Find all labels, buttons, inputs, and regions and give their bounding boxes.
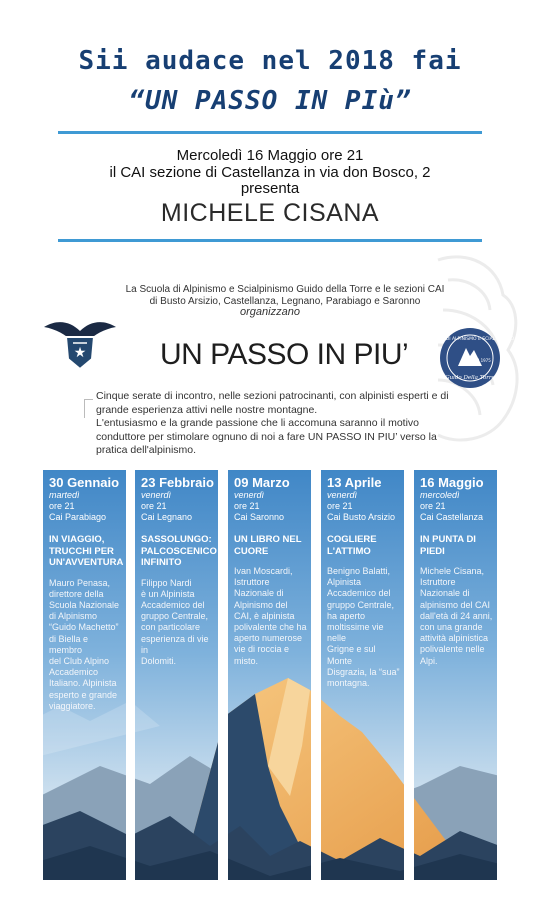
evening-title-line: IN PUNTA DI	[420, 534, 476, 545]
evening-time: ore 21	[234, 501, 260, 511]
bio-line: gruppo Centrale,	[141, 611, 209, 622]
evening-place: Cai Parabiago	[49, 512, 107, 522]
evening-bio	[141, 578, 215, 668]
evening-title-line: TRUCCHI PER	[49, 545, 114, 557]
bio-line: di Alpinismo	[49, 611, 98, 622]
evening-day: mercoledì	[420, 490, 460, 500]
svg-text:★: ★	[73, 345, 87, 361]
school-logo-name: Guido Della Torre	[445, 375, 495, 381]
evening-title	[420, 534, 494, 557]
headline-line-1: Sii audace nel 2018 fai	[78, 46, 462, 76]
bio-line: di Biella e membro	[49, 633, 89, 655]
bio-line: aperto numerose	[234, 633, 303, 644]
bio-line: polivalente che ha	[234, 622, 307, 633]
evening-title-line: PIEDI	[420, 545, 445, 557]
bio-line: Accademico	[49, 667, 99, 678]
evening-date: 13 Aprile	[327, 475, 382, 490]
bio-line: Alpi.	[420, 655, 438, 666]
bio-line: Nazionale di	[420, 588, 470, 599]
bio-line: misto.	[234, 655, 259, 666]
bio-line: Benigno Balatti,	[327, 566, 391, 576]
bottom-divider	[58, 239, 482, 242]
evening-bio	[234, 566, 308, 667]
event-location: il CAI sezione di Castellanza in via don Bosco, 2	[109, 164, 431, 181]
evening-title-line: UN'AVVENTURA	[49, 557, 124, 568]
evening-date: 09 Marzo	[234, 475, 290, 490]
evening-bio	[420, 566, 494, 667]
description-bracket	[84, 399, 93, 418]
description-line: grande esperienza attivi nelle nostre montagne.	[96, 403, 318, 416]
bio-line: Alpinista	[327, 577, 362, 588]
evening-time: ore 21	[141, 501, 167, 511]
evening-title-line: UN LIBRO NEL	[234, 534, 302, 545]
bio-line: Alpinismo del	[234, 599, 288, 610]
bio-line: Istruttore	[420, 577, 456, 588]
school-logo-text: SCUOLA DI ALPINISMO E SCIALPINISMO	[425, 337, 515, 342]
bio-line: alpinismo del CAI	[420, 599, 491, 610]
bio-line: CAI, è alpinista	[234, 610, 295, 621]
evening-title	[141, 534, 215, 569]
bio-line: Ivan Moscardi,	[234, 566, 293, 576]
evening-date: 23 Febbraio	[141, 475, 214, 490]
bio-line: Nazionale di	[234, 588, 284, 599]
school-logo-year: dal 1975	[473, 358, 491, 363]
evening-place: Cai Busto Arsizio	[327, 512, 396, 522]
evening-time: ore 21	[327, 501, 353, 511]
bio-line: del Club Alpino	[49, 655, 110, 666]
bio-line: vie di roccia e	[234, 644, 290, 655]
evening-card	[135, 470, 218, 880]
bio-line: esperienza di vie in	[141, 633, 209, 655]
headline-line-2: “UN PASSO IN PIù”	[128, 86, 412, 116]
evening-day: martedì	[49, 490, 80, 500]
evening-title-line: PALCOSCENICO	[141, 545, 217, 557]
event-date: Mercoledì 16 Maggio ore 21	[176, 147, 364, 164]
flyer-description	[96, 390, 456, 458]
evening-title	[49, 534, 123, 569]
bio-line: Grigne e sul Monte	[327, 644, 376, 666]
evening-card	[228, 470, 311, 880]
speaker-name: MICHELE CISANA	[160, 199, 380, 227]
bio-line: polivalente nelle	[420, 644, 485, 655]
evening-bio	[327, 566, 401, 689]
bio-line: Michele Cisana,	[420, 566, 485, 576]
bio-line: viaggiatore.	[49, 700, 96, 711]
evening-title-line: L'ATTIMO	[327, 545, 371, 557]
description-line: pratica dell'alpinismo.	[96, 444, 197, 456]
evening-bio	[49, 578, 123, 712]
bio-line: è un Alpinista	[141, 588, 195, 599]
evening-title-line: COGLIERE	[327, 534, 377, 545]
bio-line: esperto e grande	[49, 689, 118, 700]
bio-line: gruppo Centrale,	[327, 599, 395, 610]
bio-line: Accademico del	[141, 599, 205, 610]
evening-title-line: IN VIAGGIO,	[49, 534, 105, 545]
cai-eagle-logo	[42, 317, 118, 373]
evening-title	[234, 534, 308, 557]
evening-title-line: INFINITO	[141, 557, 182, 568]
bio-line: attività alpinistica	[420, 633, 489, 644]
bio-line: con particolare	[141, 622, 201, 633]
event-presenta: presenta	[240, 180, 300, 197]
bio-line: “Guido Machetto”	[49, 622, 119, 633]
bio-line: Disgrazia, la “sua”	[327, 666, 400, 677]
evening-card	[43, 470, 126, 880]
evening-card	[414, 470, 497, 880]
bio-line: direttore della	[49, 588, 104, 599]
description-line: Cinque serate di incontro, nelle sezioni patrocinanti, con alpinisti esperti e di	[96, 390, 449, 402]
bio-line: Mauro Penasa,	[49, 577, 111, 588]
bio-line: Filippo Nardi	[141, 577, 192, 588]
evening-time: ore 21	[49, 501, 75, 511]
evening-card	[321, 470, 404, 880]
flyer-title: UN PASSO IN PIU’	[160, 338, 409, 371]
bio-line: ha aperto	[327, 610, 366, 621]
evening-date: 16 Maggio	[420, 475, 484, 490]
evening-title	[327, 534, 401, 557]
bio-line: Dolomiti.	[141, 655, 177, 666]
bio-line: Accademico del	[327, 588, 391, 599]
evening-date: 30 Gennaio	[49, 475, 120, 490]
bio-line: moltissime vie nelle	[327, 622, 384, 644]
evening-title-line: CUORE	[234, 545, 269, 557]
bio-line: dall'età di 24 anni,	[420, 610, 493, 621]
evening-day: venerdì	[327, 490, 358, 500]
top-divider	[58, 131, 482, 134]
school-logo	[425, 326, 515, 390]
intro-line-1: La Scuola di Alpinismo e Scialpinismo Guido della Torre e le sezioni CAI	[125, 284, 445, 295]
organizzano-label: organizzano	[240, 306, 300, 318]
evening-day: venerdì	[234, 490, 265, 500]
evening-place: Cai Legnano	[141, 512, 193, 522]
bio-line: Italiano. Alpinista	[49, 678, 117, 689]
evening-place: Cai Saronno	[234, 512, 285, 522]
evenings-panel	[40, 466, 500, 884]
description-line: L'entusiasmo e la grande passione che li accomuna saranno il motivo	[96, 417, 420, 429]
description-line: conduttore per stimolare ognuno di noi a fare UN PASSO IN PIU’ verso la	[96, 430, 437, 443]
evening-day: venerdì	[141, 490, 172, 500]
evening-time: ore 21	[420, 501, 446, 511]
bio-line: Istruttore	[234, 577, 270, 588]
intro-line-2: di Busto Arsizio, Castellanza, Legnano, Parabiago e Saronno	[149, 296, 421, 307]
evening-title-line: SASSOLUNGO:	[141, 534, 212, 545]
evening-place: Cai Castellanza	[420, 512, 484, 522]
bio-line: montagna.	[327, 678, 370, 689]
bio-line: con una grande	[420, 622, 483, 633]
bio-line: Scuola Nazionale	[49, 599, 120, 610]
